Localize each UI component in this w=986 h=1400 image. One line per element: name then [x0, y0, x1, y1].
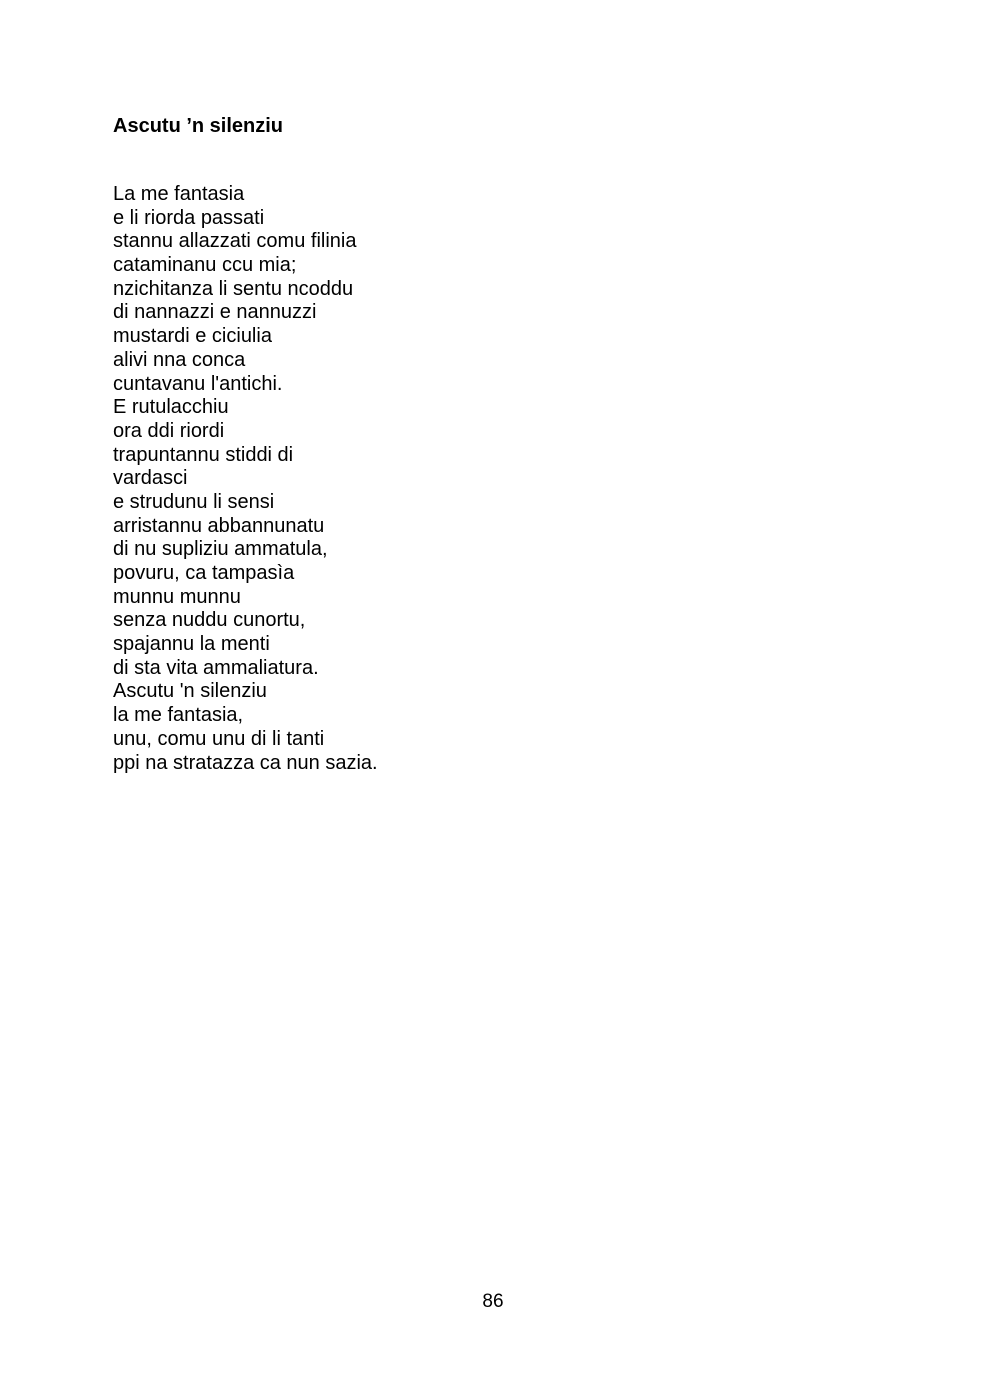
poem-body [113, 183, 378, 775]
poem-line: vardasci [113, 467, 188, 490]
poem-line: stannu allazzati comu filinia [113, 230, 357, 253]
poem-title: Ascutu ’n silenziu [113, 115, 284, 137]
poem-line: e li riorda passati [113, 206, 265, 229]
page-number: 86 [482, 1291, 504, 1312]
poem-line: di nu supliziu ammatula, [113, 538, 328, 561]
poem-line: cataminanu ccu mia; [113, 254, 297, 277]
poem-line: la me fantasia, [113, 704, 244, 727]
poem-line: unu, comu unu di li tanti [113, 727, 325, 750]
poem-line: povuru, ca tampasìa [113, 562, 295, 584]
poem-line: alivi nna conca [113, 348, 246, 371]
poem-line: spajannu la menti [113, 633, 270, 656]
poem-line: mustardi e ciciulia [113, 325, 272, 348]
poem-line: trapuntannu stiddi di [113, 443, 294, 466]
poem-line: e strudunu li sensi [113, 490, 275, 513]
poem-line: arristannu abbannunatu [113, 514, 325, 537]
poem-line: ppi na stratazza ca nun sazia. [113, 751, 378, 774]
poem-line: nzichitanza li sentu ncoddu [113, 277, 354, 300]
poem-line: Ascutu 'n silenziu [113, 680, 267, 703]
poem-line: cuntavanu l'antichi. [113, 372, 283, 395]
poem-line: La me fantasia [113, 183, 245, 205]
poem-line: munnu munnu [113, 585, 241, 608]
poem-line: E rutulacchiu [113, 396, 229, 419]
poem-line: ora ddi riordi [113, 419, 225, 442]
poem-line: di nannazzi e nannuzzi [113, 301, 317, 324]
poem-line: di sta vita ammaliatura. [113, 656, 319, 679]
poem-line: senza nuddu cunortu, [113, 609, 306, 632]
